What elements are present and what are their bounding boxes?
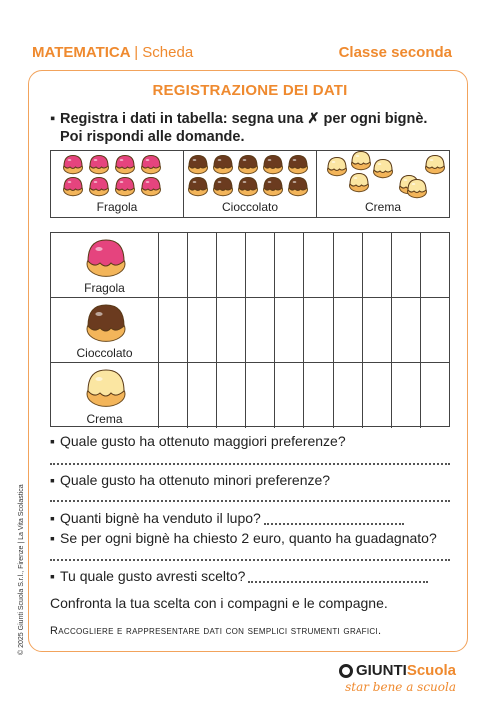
tally-label-cell [51,363,159,428]
bigne-icon [328,158,347,176]
bigne-icon [116,156,135,174]
giunti-logo [339,662,456,694]
bigne-icon [87,240,125,276]
tally-box[interactable] [304,363,333,428]
tally-label: Crema [86,412,123,426]
bigne-icon [90,178,109,196]
tally-box[interactable] [304,233,333,297]
tally-box[interactable] [246,233,275,297]
tally-box[interactable] [275,363,304,428]
question-5: ▪ Tu quale gusto avresti scelto? [50,568,428,584]
bigne-icon [189,156,208,174]
header-class: Classe seconda [338,44,452,61]
tally-box[interactable] [159,363,188,428]
bigne-group-icon [51,151,184,201]
tally-box[interactable] [217,363,246,428]
bigne-icon [352,152,371,170]
bigne-icon [426,156,445,174]
tally-label-cell [51,298,159,362]
tally-box[interactable] [421,363,449,428]
bigne-icon [408,180,427,198]
question-2: ▪ Quale gusto ha ottenuto minori preferenze? [50,472,331,488]
collection-cell-cioccolato [184,151,317,217]
answer-line-5[interactable] [248,581,428,583]
bigne-icon [214,156,233,174]
bigne-icon [87,305,125,341]
tally-box[interactable] [421,298,449,362]
collection-label: Cioccolato [221,200,279,214]
tally-box[interactable] [392,363,421,428]
answer-line-4[interactable] [50,559,450,561]
bigne-icon [289,156,308,174]
question-1: ▪ Quale gusto ha ottenuto maggiori preferenze? [50,433,346,449]
logo-wordmark: GIUNTI Scuola [339,662,456,679]
instruction: ▪ Registra i dati in tabella: segna una ✗ per ogni bignè. Poi rispondi alle domande. [50,111,428,145]
bigne-icon [90,156,109,174]
logo-g-icon [339,664,353,678]
tally-box[interactable] [334,363,363,428]
answer-line-1[interactable] [50,463,450,465]
bigne-fragola-icon [81,239,131,283]
collection-label: Crema [364,200,401,214]
tally-box[interactable] [334,298,363,362]
header-subject: MATEMATICA | Scheda [32,44,194,61]
worksheet-title: REGISTRAZIONE DEI DATI [152,82,348,99]
bigne-icon [350,174,369,192]
bigne-group-icon [184,151,317,201]
tally-box[interactable] [159,298,188,362]
tally-box[interactable] [421,233,449,297]
tally-row-fragola [51,233,449,298]
tally-box[interactable] [392,298,421,362]
bigne-icon [189,178,208,196]
bigne-icon [264,178,283,196]
question-3: ▪ Quanti bignè ha venduto il lupo? [50,510,404,526]
tally-box[interactable] [217,298,246,362]
tally-box[interactable] [246,363,275,428]
bigne-icon [64,178,83,196]
tally-label: Cioccolato [76,346,133,360]
bigne-icon [239,156,258,174]
question-4: ▪ Se per ogni bignè ha chiesto 2 euro, quanto ha guadagnato? [50,530,437,546]
tally-box[interactable] [363,363,392,428]
bigne-icon [142,178,161,196]
bigne-icon [87,370,125,406]
tally-label: Fragola [84,281,125,295]
tally-label-cell [51,233,159,297]
bigne-icon [64,156,83,174]
tally-box[interactable] [275,233,304,297]
bigne-crema-icon [81,369,131,413]
bigne-group-icon [317,151,450,201]
tally-box[interactable] [392,233,421,297]
tally-box[interactable] [159,233,188,297]
tally-box[interactable] [334,233,363,297]
bigne-icon [289,178,308,196]
tally-box[interactable] [188,363,217,428]
bigne-icon [374,160,393,178]
answer-line-2[interactable] [50,500,450,502]
tally-box[interactable] [188,233,217,297]
tally-box[interactable] [217,233,246,297]
learning-objective: Raccogliere e rappresentare dati con semplici strumenti grafici. [50,625,382,637]
collection-label: Fragola [96,200,138,214]
bigne-icon [214,178,233,196]
tally-box[interactable] [363,233,392,297]
tally-box[interactable] [304,298,333,362]
tally-box[interactable] [246,298,275,362]
collection-table [50,150,450,218]
bigne-icon [264,156,283,174]
bigne-icon [116,178,135,196]
bigne-icon [142,156,161,174]
tally-table [50,232,450,427]
collection-cell-fragola [51,151,184,217]
logo-tagline: star bene a scuola [345,680,456,694]
tally-box[interactable] [188,298,217,362]
tally-row-crema [51,363,449,428]
bigne-icon [239,178,258,196]
tally-row-cioccolato [51,298,449,363]
collection-cell-crema [317,151,449,217]
page-header [32,44,452,64]
copyright: © 2025 Giunti Scuola S.r.l., Firenze | La Vita Scolastica [18,484,25,655]
tally-box[interactable] [363,298,392,362]
answer-line-3[interactable] [264,523,404,525]
compare-instruction: Confronta la tua scelta con i compagni e le compagne. [50,595,388,611]
tally-box[interactable] [275,298,304,362]
bigne-cioccolato-icon [81,304,131,348]
